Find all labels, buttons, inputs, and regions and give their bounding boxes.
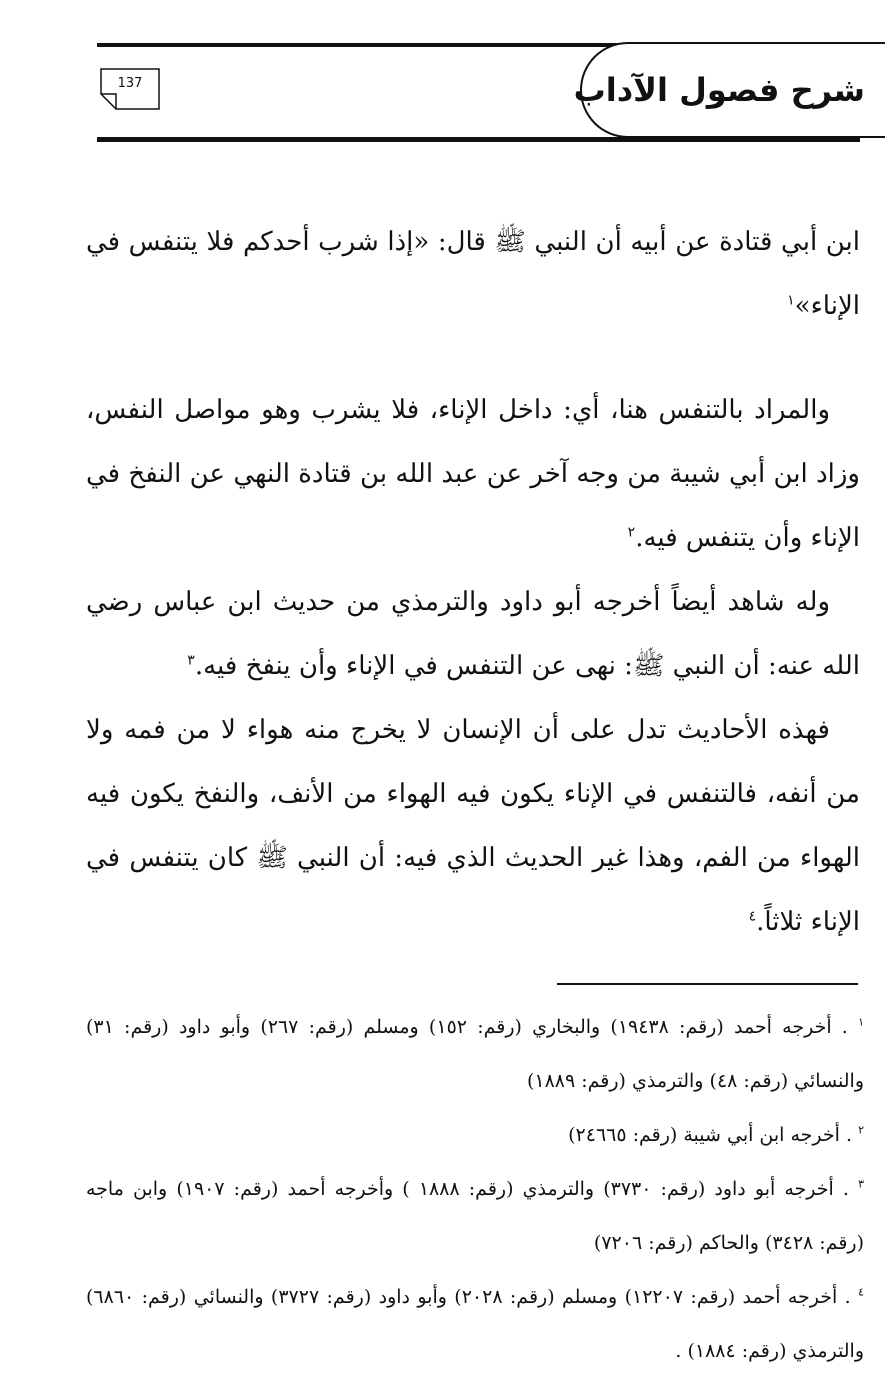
footnote — [86, 1162, 864, 1270]
footnote-text: . أخرجه أبو داود (رقم: ٣٧٣٠) والترمذي (رقم: ١٨٨٨ ) وأخرجه أحمد (رقم: ١٩٠٧) وابن ماجه (رقم: ٣٤٢٨) والحاكم (رقم: ٧٢٠٦) — [86, 1178, 864, 1254]
paragraph-text: ابن أبي قتادة عن أبيه أن النبي ﷺ قال: «إذا شرب أحدكم فلا يتنفس في الإناء» — [86, 227, 860, 321]
footnote-number: ١ — [858, 1015, 864, 1029]
footnote-reference: ١ — [787, 292, 795, 309]
main-text — [86, 210, 860, 954]
paragraph — [86, 210, 860, 338]
footnote-separator — [557, 983, 858, 985]
footnote-text: . أخرجه أحمد (رقم: ١٢٢٠٧) ومسلم (رقم: ٢٠٢٨) وأبو داود (رقم: ٣٧٢٧) والنسائي (رقم: ٦٨٦٠) والترمذي (رقم: ١٨٨٤) . — [86, 1286, 864, 1362]
footnote-reference: ٣ — [187, 652, 195, 669]
footnote-text: . أخرجه ابن أبي شيبة (رقم: ٢٤٦٦٥) — [568, 1124, 853, 1146]
footnote — [86, 1270, 864, 1378]
paragraph — [86, 698, 860, 954]
page-title: شرح فصول الآداب — [573, 71, 865, 109]
footnote-reference: ٤ — [748, 908, 757, 925]
footnote-reference: ٢ — [627, 524, 636, 541]
page-number: 137 — [117, 76, 143, 91]
footnote-number: ٢ — [858, 1123, 864, 1137]
footnote-number: ٤ — [858, 1285, 864, 1299]
paragraph-text: فهذه الأحاديث تدل على أن الإنسان لا يخرج منه هواء لا من فمه ولا من أنفه، فالتنفس في الإناء يكون فيه الهواء من الأنف، والنفخ يكون فيه الهواء من الفم، وهذا غير الحديث الذي فيه: أن النبي ﷺ كان يتنفس في الإناء ثلاثاً. — [86, 715, 860, 937]
footnote — [86, 1108, 864, 1162]
paragraph-text: وله شاهد أيضاً أخرجه أبو داود والترمذي من حديث ابن عباس رضي الله عنه: أن النبي ﷺ: نهى عن التنفس في الإناء وأن ينفخ فيه. — [86, 587, 860, 681]
paragraph — [86, 378, 860, 570]
paragraph-text: والمراد بالتنفس هنا، أي: داخل الإناء، فلا يشرب وهو مواصل النفس، وزاد ابن أبي شيبة من وجه آخر عن عبد الله بن قتادة النهي عن النفخ في الإناء وأن يتنفس فيه. — [86, 395, 860, 553]
header-title-box — [573, 42, 885, 138]
paragraph — [86, 570, 860, 698]
footnote — [86, 1000, 864, 1108]
page-number-tag — [100, 68, 160, 110]
footnote-number: ٣ — [858, 1177, 864, 1191]
footnote-text: . أخرجه أحمد (رقم: ١٩٤٣٨) والبخاري (رقم: ١٥٢) ومسلم (رقم: ٢٦٧) وأبو داود (رقم: ٣١) والنسائي (رقم: ٤٨) والترمذي (رقم: ١٨٨٩) — [86, 1016, 864, 1092]
footnotes — [86, 1000, 864, 1378]
